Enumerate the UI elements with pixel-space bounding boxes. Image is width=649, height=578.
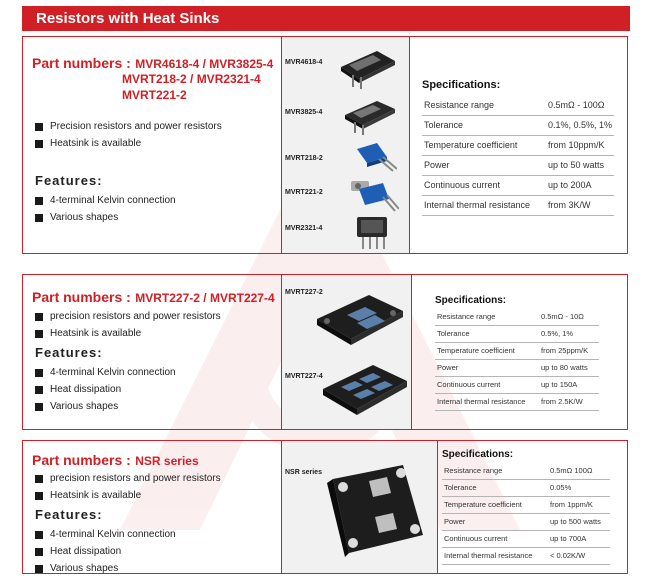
resistor-image bbox=[335, 45, 399, 89]
list-item: Heat dissipation bbox=[35, 543, 221, 560]
product-label: NSR series bbox=[285, 469, 322, 476]
spec-table bbox=[442, 462, 610, 565]
resistor-image bbox=[353, 213, 397, 251]
bullet-icon bbox=[35, 531, 43, 539]
resistor-image bbox=[319, 457, 429, 561]
bullet-icon bbox=[35, 548, 43, 556]
bullet-icon bbox=[35, 475, 43, 483]
list-item: Precision resistors and power resistors bbox=[35, 118, 222, 135]
list-item: 4-terminal Kelvin connection bbox=[35, 364, 221, 381]
features-list bbox=[35, 170, 176, 226]
resistor-image bbox=[349, 177, 399, 213]
specifications bbox=[435, 295, 599, 411]
table-row: Resistance range 0.5mΩ - 100Ω bbox=[422, 95, 614, 115]
table-row: Resistance range 0.5mΩ 100Ω bbox=[442, 462, 610, 479]
part-numbers-label: Part numbers : bbox=[32, 452, 131, 468]
spec-table bbox=[422, 95, 614, 216]
table-row: Tolerance 0.1%, 0.5%, 1% bbox=[422, 115, 614, 135]
spec-table bbox=[435, 308, 599, 411]
product-label: MVR2321-4 bbox=[285, 225, 323, 232]
specifications bbox=[442, 449, 610, 565]
part-number-line: MVRT227-2 / MVRT227-4 bbox=[135, 291, 275, 305]
product-label: MVRT221-2 bbox=[285, 189, 323, 196]
resistor-image bbox=[341, 95, 401, 135]
features-heading: Features: bbox=[35, 345, 103, 360]
specifications bbox=[422, 79, 614, 216]
bullet-list bbox=[35, 470, 221, 577]
list-item: Various shapes bbox=[35, 209, 176, 226]
table-row: Temperature coefficient from 1ppm/K bbox=[442, 496, 610, 513]
product-label: MVR3825-4 bbox=[285, 109, 323, 116]
bullet-icon bbox=[35, 565, 43, 573]
part-number-line: MVR4618-4 / MVR3825-4 bbox=[135, 57, 274, 71]
table-row: Internal thermal resistance from 2.5K/W bbox=[435, 393, 599, 410]
list-item: Heat dissipation bbox=[35, 381, 221, 398]
part-numbers bbox=[32, 289, 275, 307]
list-item: Heatsink is available bbox=[35, 487, 221, 504]
list-item: precision resistors and power resistors bbox=[35, 470, 221, 487]
product-label: MVRT227-4 bbox=[285, 373, 323, 380]
list-item: Various shapes bbox=[35, 560, 221, 577]
part-numbers bbox=[32, 55, 273, 73]
table-row: Temperature coefficient from 25ppm/K bbox=[435, 342, 599, 359]
part-numbers-label: Part numbers : bbox=[32, 289, 131, 305]
bullet-icon bbox=[35, 403, 43, 411]
bullet-icon bbox=[35, 313, 43, 321]
product-panel-2 bbox=[22, 274, 628, 430]
list-item: 4-terminal Kelvin connection bbox=[35, 526, 221, 543]
bullet-icon bbox=[35, 330, 43, 338]
bullet-icon bbox=[35, 140, 43, 148]
bullet-icon bbox=[35, 123, 43, 131]
list-item: Heatsink is available bbox=[35, 325, 221, 342]
bullet-icon bbox=[35, 369, 43, 377]
bullet-icon bbox=[35, 214, 43, 222]
spec-title: Specifications: bbox=[435, 295, 507, 306]
table-row: Tolerance 0.05% bbox=[442, 479, 610, 496]
product-label: MVRT227-2 bbox=[285, 289, 323, 296]
table-row: Resistance range 0.5mΩ - 10Ω bbox=[435, 308, 599, 325]
table-row: Continuous current up to 200A bbox=[422, 175, 614, 195]
bullet-icon bbox=[35, 197, 43, 205]
table-row: Continuous current up to 700A bbox=[442, 530, 610, 547]
part-numbers bbox=[32, 452, 199, 470]
list-item: precision resistors and power resistors bbox=[35, 308, 221, 325]
resistor-image bbox=[353, 141, 397, 175]
table-row: Power up to 80 watts bbox=[435, 359, 599, 376]
section-header: Resistors with Heat Sinks bbox=[22, 6, 630, 31]
spec-title: Specifications: bbox=[442, 449, 514, 460]
table-row: Internal thermal resistance from 3K/W bbox=[422, 195, 614, 215]
resistor-image bbox=[313, 289, 405, 347]
resistor-image bbox=[319, 359, 409, 417]
product-label: MVRT218-2 bbox=[285, 155, 323, 162]
bullet-list bbox=[35, 308, 221, 415]
part-number-line: NSR series bbox=[135, 454, 199, 468]
table-row: Power up to 500 watts bbox=[442, 513, 610, 530]
bullet-list bbox=[35, 118, 222, 152]
table-row: Power up to 50 watts bbox=[422, 155, 614, 175]
features-heading: Features: bbox=[35, 507, 103, 522]
list-item: 4-terminal Kelvin connection bbox=[35, 192, 176, 209]
product-label: MVR4618-4 bbox=[285, 59, 323, 66]
features-heading: Features: bbox=[35, 173, 103, 188]
table-row: Temperature coefficient from 10ppm/K bbox=[422, 135, 614, 155]
spec-title: Specifications: bbox=[422, 79, 501, 91]
bullet-icon bbox=[35, 386, 43, 394]
product-panel-3 bbox=[22, 440, 628, 574]
bullet-icon bbox=[35, 492, 43, 500]
table-row: Continuous current up to 150A bbox=[435, 376, 599, 393]
list-item: Heatsink is available bbox=[35, 135, 222, 152]
table-row: Tolerance 0.5%, 1% bbox=[435, 325, 599, 342]
table-row: Internal thermal resistance < 0.02K/W bbox=[442, 547, 610, 564]
list-item: Various shapes bbox=[35, 398, 221, 415]
part-number-line: MVRT218-2 / MVR2321-4 bbox=[122, 72, 261, 86]
product-panel-1 bbox=[22, 36, 628, 254]
part-numbers-label: Part numbers : bbox=[32, 55, 131, 71]
part-number-line: MVRT221-2 bbox=[122, 88, 187, 102]
